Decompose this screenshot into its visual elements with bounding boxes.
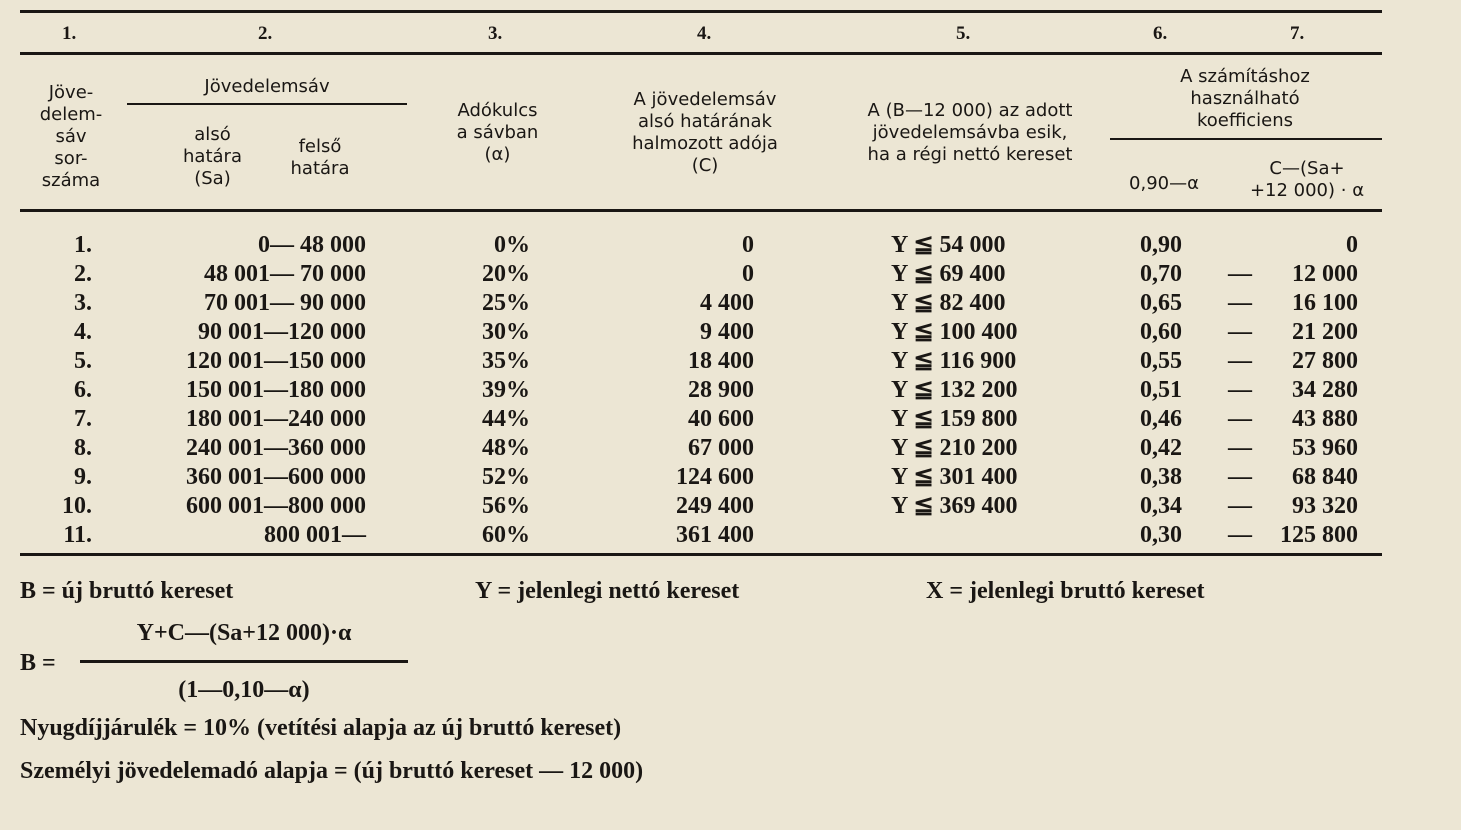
condition-cell: Y ≦ 116 900 — [891, 348, 1017, 374]
header-income-band: Jövedelemsáv — [204, 76, 330, 97]
coef-alpha-cell: 0,60 — [1140, 319, 1182, 345]
formula-lhs: B = — [20, 650, 56, 676]
coef-sign-cell: — — [1228, 290, 1252, 316]
income-band-cell: 48 001— 70 000 — [204, 261, 366, 287]
cumulative-tax-cell: 249 400 — [676, 493, 754, 519]
coef-sign-cell: — — [1228, 522, 1252, 548]
header-upper-bound: felső határa — [290, 136, 350, 179]
col-number-6: 6. — [1153, 23, 1168, 44]
coef-constant-cell: 93 320 — [1292, 493, 1358, 519]
col-number-2: 2. — [258, 23, 273, 44]
coef-sign-cell: — — [1228, 435, 1252, 461]
income-band-cell: 240 001—360 000 — [186, 435, 366, 461]
coef-constant-cell: 27 800 — [1292, 348, 1358, 374]
condition-cell: Y ≦ 210 200 — [891, 435, 1018, 461]
column-band-number — [30, 231, 92, 550]
band-number-cell: 1. — [74, 232, 92, 258]
cumulative-tax-cell: 40 600 — [688, 406, 754, 432]
coef-constant-cell: 53 960 — [1292, 435, 1358, 461]
band-number-cell: 7. — [74, 406, 92, 432]
tax-rate-cell: 25% — [482, 290, 530, 316]
cumulative-tax-cell: 28 900 — [688, 377, 754, 403]
col-number-7: 7. — [1290, 23, 1305, 44]
col-number-1: 1. — [62, 23, 77, 44]
pension-contribution: Nyugdíjjárulék = 10% (vetítési alapja az új bruttó kereset) — [20, 715, 622, 741]
header-cumulative-tax: A jövedelemsáv alsó határának halmozott adója (C) — [632, 89, 778, 176]
coef-alpha-cell: 0,30 — [1140, 522, 1182, 548]
band-number-cell: 8. — [74, 435, 92, 461]
coef-sign-cell: — — [1228, 493, 1252, 519]
cumulative-tax-cell: 9 400 — [700, 319, 754, 345]
condition-cell: Y ≦ 54 000 — [891, 232, 1006, 258]
definition-b: B = új bruttó kereset — [20, 578, 234, 604]
column-income-band — [120, 231, 366, 550]
band-number-cell: 6. — [74, 377, 92, 403]
coef-constant-cell: 125 800 — [1280, 522, 1358, 548]
cumulative-tax-cell: 18 400 — [688, 348, 754, 374]
coef-constant-cell: 34 280 — [1292, 377, 1358, 403]
definition-x: X = jelenlegi bruttó kereset — [926, 578, 1205, 604]
coef-constant-cell: 12 000 — [1292, 261, 1358, 287]
condition-cell: Y ≦ 69 400 — [891, 261, 1006, 287]
condition-cell: Y ≦ 132 200 — [891, 377, 1018, 403]
coef-alpha-cell: 0,90 — [1140, 232, 1182, 258]
condition-cell — [891, 521, 1071, 550]
col-number-4: 4. — [697, 23, 712, 44]
column-coef-alpha — [1110, 231, 1182, 550]
definition-y: Y = jelenlegi nettó kereset — [475, 578, 740, 604]
income-band-cell: 180 001—240 000 — [186, 406, 366, 432]
band-number-cell: 3. — [74, 290, 92, 316]
coef-sign-cell: — — [1228, 406, 1252, 432]
col-number-5: 5. — [956, 23, 971, 44]
header-lower-bound: alsó határa (Sa) — [183, 124, 242, 189]
cumulative-tax-cell: 124 600 — [676, 464, 754, 490]
income-band-cell: 90 001—120 000 — [198, 319, 366, 345]
coef-constant-cell: 21 200 — [1292, 319, 1358, 345]
income-band-cell: 120 001—150 000 — [186, 348, 366, 374]
coef-alpha-cell: 0,38 — [1140, 464, 1182, 490]
band-group-rule — [127, 103, 407, 105]
condition-cell: Y ≦ 369 400 — [891, 493, 1018, 519]
cumulative-tax-cell: 4 400 — [700, 290, 754, 316]
formula-numerator: Y+C—(Sa+12 000)·α — [136, 620, 352, 646]
tax-rate-cell: 44% — [482, 406, 530, 432]
top-rule — [20, 10, 1382, 13]
band-number-cell: 11. — [63, 522, 92, 548]
coef-alpha-cell: 0,51 — [1140, 377, 1182, 403]
tax-rate-cell: 52% — [482, 464, 530, 490]
income-band-cell: 800 001— — [264, 522, 366, 548]
coef-constant-cell: 43 880 — [1292, 406, 1358, 432]
cumulative-tax-cell: 0 — [742, 261, 754, 287]
header-tax-rate: Adókulcs a sávban (α) — [456, 100, 539, 165]
coef-sign-cell: — — [1228, 319, 1252, 345]
coef-alpha-cell: 0,65 — [1140, 290, 1182, 316]
column-cumulative-tax — [640, 231, 754, 550]
condition-cell: Y ≦ 301 400 — [891, 464, 1018, 490]
bottom-rule — [20, 553, 1382, 556]
tax-rate-cell: 0% — [494, 232, 530, 258]
coef-group-rule — [1110, 138, 1382, 140]
coef-alpha-cell: 0,34 — [1140, 493, 1182, 519]
coef-alpha-cell: 0,42 — [1140, 435, 1182, 461]
coef-sign-cell: — — [1228, 377, 1252, 403]
cumulative-tax-cell: 67 000 — [688, 435, 754, 461]
band-number-cell: 5. — [74, 348, 92, 374]
income-band-cell: 360 001—600 000 — [186, 464, 366, 490]
income-band-cell: 600 001—800 000 — [186, 493, 366, 519]
header-band-number: Jöve- delem- sáv sor- száma — [39, 82, 103, 191]
band-number-cell: 2. — [74, 261, 92, 287]
coef-sign-cell: — — [1228, 464, 1252, 490]
header-condition: A (B—12 000) az adott jövedelemsávba esik, ha a régi nettó kereset — [867, 100, 1073, 165]
coef-alpha-cell: 0,55 — [1140, 348, 1182, 374]
formula-denominator: (1—0,10—α) — [178, 677, 310, 703]
tax-rate-cell: 39% — [482, 377, 530, 403]
band-number-cell: 4. — [74, 319, 92, 345]
column-coef-sign — [1228, 231, 1262, 550]
header-coef-alpha: 0,90—α — [1129, 173, 1199, 194]
col-number-3: 3. — [488, 23, 503, 44]
tax-rate-cell: 56% — [482, 493, 530, 519]
condition-cell: Y ≦ 82 400 — [891, 290, 1006, 316]
income-band-cell: 0— 48 000 — [258, 232, 366, 258]
tax-rate-cell: 48% — [482, 435, 530, 461]
condition-cell: Y ≦ 100 400 — [891, 319, 1018, 345]
cumulative-tax-cell: 361 400 — [676, 522, 754, 548]
header-coef-constant: C—(Sa+ +12 000) · α — [1249, 158, 1365, 201]
coef-alpha-cell: 0,70 — [1140, 261, 1182, 287]
cumulative-tax-cell: 0 — [742, 232, 754, 258]
income-tax-base: Személyi jövedelemadó alapja = (új bruttó kereset — 12 000) — [20, 758, 644, 784]
tax-rate-cell: 35% — [482, 348, 530, 374]
tax-rate-cell: 30% — [482, 319, 530, 345]
coef-alpha-cell: 0,46 — [1140, 406, 1182, 432]
header-rule — [20, 209, 1382, 212]
coef-constant-cell: 68 840 — [1292, 464, 1358, 490]
formula-fraction-bar — [80, 660, 408, 663]
band-number-cell: 10. — [62, 493, 92, 519]
colnum-rule — [20, 52, 1382, 55]
income-band-cell: 150 001—180 000 — [186, 377, 366, 403]
coef-sign-cell — [1228, 231, 1262, 260]
header-coefficients: A számításhoz használható koefficiens — [1180, 66, 1310, 131]
column-coef-constant — [1262, 231, 1358, 550]
column-condition — [891, 231, 1071, 550]
condition-cell: Y ≦ 159 800 — [891, 406, 1018, 432]
coef-constant-cell: 16 100 — [1292, 290, 1358, 316]
coef-constant-cell: 0 — [1346, 232, 1358, 258]
coef-sign-cell: — — [1228, 261, 1252, 287]
coef-sign-cell: — — [1228, 348, 1252, 374]
tax-rate-cell: 60% — [482, 522, 530, 548]
band-number-cell: 9. — [74, 464, 92, 490]
column-tax-rate — [440, 231, 530, 550]
tax-rate-cell: 20% — [482, 261, 530, 287]
income-band-cell: 70 001— 90 000 — [204, 290, 366, 316]
